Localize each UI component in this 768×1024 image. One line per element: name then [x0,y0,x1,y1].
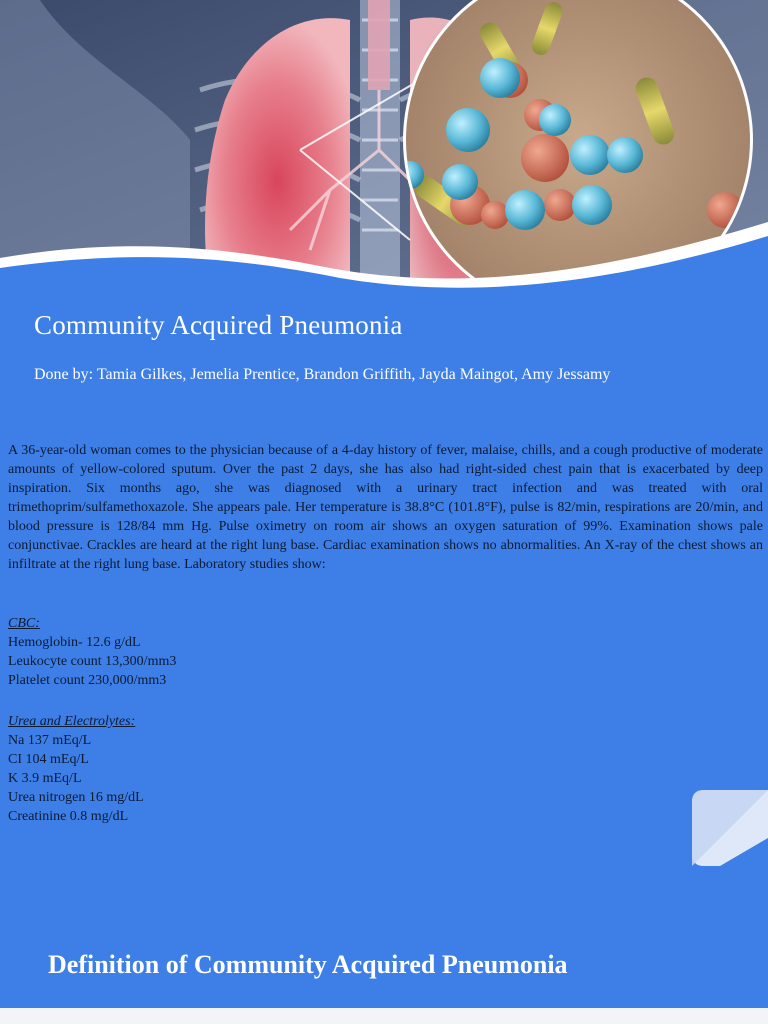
ue-creatinine: Creatinine 0.8 mg/dL [8,809,129,824]
hero-illustration [0,0,768,300]
cbc-heading: CBC: [8,616,40,631]
ue-chloride: CI 104 mEq/L [8,752,89,767]
document-title: Community Acquired Pneumonia [34,310,403,340]
urea-electrolytes-results [8,712,508,826]
lungs-bacteria-image [0,0,768,300]
cbc-platelet: Platelet count 230,000/mm3 [8,673,167,688]
ue-urea-nitrogen: Urea nitrogen 16 mg/dL [8,790,144,805]
authors-line: Done by: Tamia Gilkes, Jemelia Prentice, Brandon Griffith, Jayda Maingot, Amy Jessamy [34,366,611,383]
cbc-leukocyte: Leukocyte count 13,300/mm3 [8,654,177,669]
cbc-results [8,614,508,690]
section-heading: Definition of Community Acquired Pneumonia [48,950,568,979]
page-bottom-edge [0,1008,768,1024]
urea-electrolytes-heading: Urea and Electrolytes: [8,714,136,729]
cbc-hemoglobin: Hemoglobin- 12.6 g/dL [8,635,141,650]
page-curl-decoration [692,790,768,866]
case-description: A 36-year-old woman comes to the physician because of a 4-day history of fever, malaise, chills, and a cough productive of moderate amounts of yellow-colored sputum. Over the past 2 days, she has also had right-sided chest pain that is exacerbated by deep inspiration. Six months ago, she was diagnosed with a urinary tract infection and was treated with oral trimethoprim/sulfamethoxazole. She appears pale. Her temperature is 38.8°C (101.8°F), pulse is 82/min, respirations are 20/min, and blood pressure is 128/84 mm Hg. Pulse oximetry on room air shows an oxygen saturation of 99%. Examination shows pale conjunctivae. Crackles are heard at the right lung base. Cardiac examination shows no abnormalities. An X-ray of the chest shows an infiltrate at the right lung base. Laboratory studies show: [8,443,763,572]
ue-sodium: Na 137 mEq/L [8,733,92,748]
ue-potassium: K 3.9 mEq/L [8,771,82,786]
